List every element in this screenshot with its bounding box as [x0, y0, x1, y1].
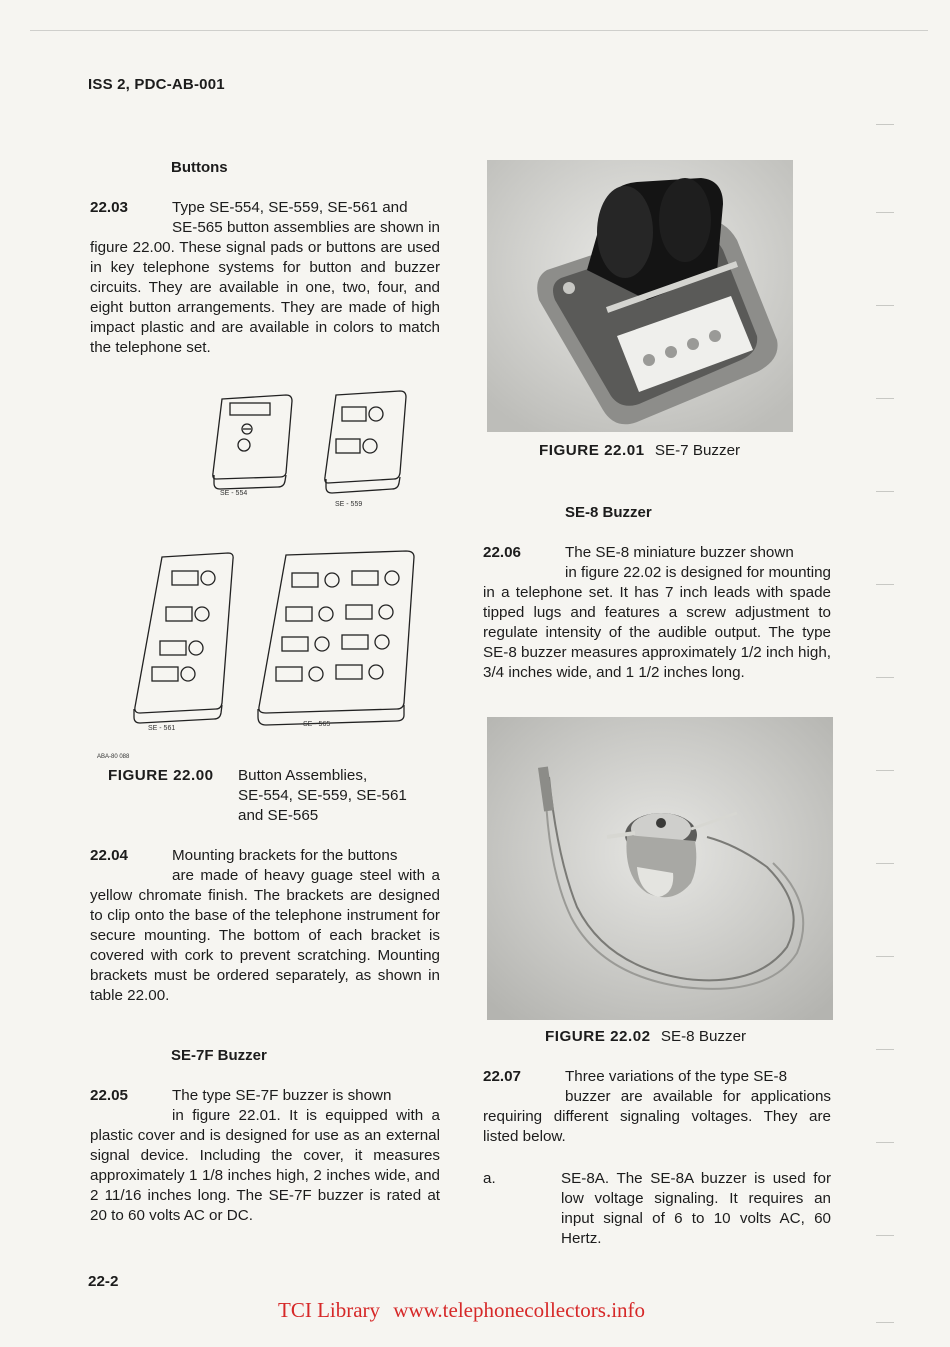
label-se-561: SE - 561 [148, 725, 176, 732]
paragraph-number: 22.04 [90, 847, 129, 864]
footer-library-name[interactable]: TCI Library [278, 1298, 381, 1322]
caption-line: Button Assemblies, [238, 767, 368, 784]
se-561-drawing [134, 553, 233, 723]
margin-tick [876, 212, 894, 213]
label-se-554: SE - 554 [220, 490, 248, 497]
caption-line: SE-554, SE-559, SE-561 [238, 787, 407, 804]
footer-library-link[interactable] [278, 1298, 645, 1323]
se-559-drawing [325, 391, 406, 493]
figure-caption-text: SE-7 Buzzer [654, 442, 741, 459]
figure-22-00-drawing [110, 385, 440, 770]
figure-22-01-caption [539, 441, 740, 461]
paragraph-22-07 [483, 1067, 831, 1147]
margin-tick [876, 1049, 894, 1050]
paragraph-first-line: The SE-8 miniature buzzer shown [565, 544, 794, 561]
document-id: ISS 2, PDC-AB-001 [88, 76, 225, 93]
paragraph-22-04 [90, 846, 440, 1006]
paragraph-first-line: Mounting brackets for the buttons [172, 847, 398, 864]
paragraph-number: 22.05 [90, 1087, 129, 1104]
footer-url[interactable]: www.telephonecollectors.info [393, 1298, 646, 1322]
se-554-drawing [213, 395, 292, 489]
paragraph-number: 22.07 [483, 1068, 522, 1085]
paragraph-22-03 [90, 198, 440, 358]
margin-tick [876, 124, 894, 125]
margin-tick [876, 398, 894, 399]
paragraph-number: 22.03 [90, 199, 129, 216]
list-item-se-8a: SE-8A. The SE-8A buzzer is used for low voltage signaling. It requires an input signal of 6 to 10 volts AC, 60 Hertz. [561, 1170, 831, 1247]
figure-22-00-caption [108, 766, 238, 786]
paragraph-first-line: The type SE-7F buzzer is shown [172, 1087, 392, 1104]
paragraph-body: buzzer are available for applications requiring different signaling voltages. They are listed below. [483, 1088, 831, 1145]
margin-tick [876, 1235, 894, 1236]
figure-caption-label: FIGURE 22.01 [539, 442, 645, 459]
paragraph-22-05 [90, 1086, 440, 1226]
margin-tick [876, 305, 894, 306]
heading-se-7f-buzzer: SE-7F Buzzer [171, 1047, 267, 1064]
paragraph-number: 22.06 [483, 544, 522, 561]
paragraph-first-line: Three variations of the type SE-8 [565, 1068, 788, 1085]
margin-tick [876, 584, 894, 585]
margin-tick [876, 863, 894, 864]
margin-tick [876, 956, 894, 957]
figure-caption-text: SE-8 Buzzer [660, 1028, 747, 1045]
list-item-letter: a. [483, 1170, 496, 1187]
figure-22-00-caption-text [238, 766, 407, 826]
paragraph-22-06 [483, 543, 831, 683]
margin-tick [876, 491, 894, 492]
margin-tick [876, 770, 894, 771]
heading-buttons: Buttons [171, 159, 228, 176]
figure-22-02-caption [545, 1027, 746, 1047]
label-se-565: SE - 565 [303, 721, 331, 728]
label-se-559: SE - 559 [335, 501, 363, 508]
margin-tick [876, 1322, 894, 1323]
paragraph-body: SE-565 button assemblies are shown in figure 22.00. These signal pads or buttons are used in key telephone systems for button and buzzer circuits. They are available in one, two, four, and eight button arrangements. They are made of high impact plastic and are available in colors to match the telephone set. [90, 219, 440, 356]
top-rule [30, 30, 928, 31]
paragraph-body: in figure 22.01. It is equipped with a plastic cover and is designed for use as an external signal device. Including the cover, it measures approximately 1 1/8 inches high, 2 inches wide, and 2 11/16 inches long. The SE-7F buzzer is rated at 20 to 60 volts AC or DC. [90, 1107, 440, 1224]
paragraph-first-line: Type SE-554, SE-559, SE-561 and [172, 199, 408, 216]
heading-se-8-buzzer: SE-8 Buzzer [565, 504, 652, 521]
se-8-buzzer-photo [487, 717, 833, 1020]
art-code: ABA-80 088 [97, 754, 130, 760]
paragraph-body: in figure 22.02 is designed for mounting in a telephone set. It has 7 inch leads with spade tipped lugs and features a screw adjustment to regulate intensity of the audible output. The type SE-8 buzzer measures approximately 1/2 inch high, 3/4 inches wide, and 1 1/2 inches long. [483, 564, 831, 681]
margin-tick [876, 1142, 894, 1143]
page-number: 22-2 [88, 1273, 119, 1290]
figure-caption-label: FIGURE 22.02 [545, 1028, 651, 1045]
se-7-buzzer-photo [487, 160, 793, 432]
caption-line: and SE-565 [238, 807, 319, 824]
margin-tick [876, 677, 894, 678]
figure-caption-label: FIGURE 22.00 [108, 767, 214, 784]
se-565-drawing [258, 551, 414, 725]
paragraph-body: are made of heavy guage steel with a yellow chromate finish. The brackets are designed to clip onto the base of the telephone instrument for secure mounting. The bottom of each bracket is covered with cork to prevent scratching. Mounting brackets must be ordered separately, as shown in table 22.00. [90, 867, 440, 1004]
